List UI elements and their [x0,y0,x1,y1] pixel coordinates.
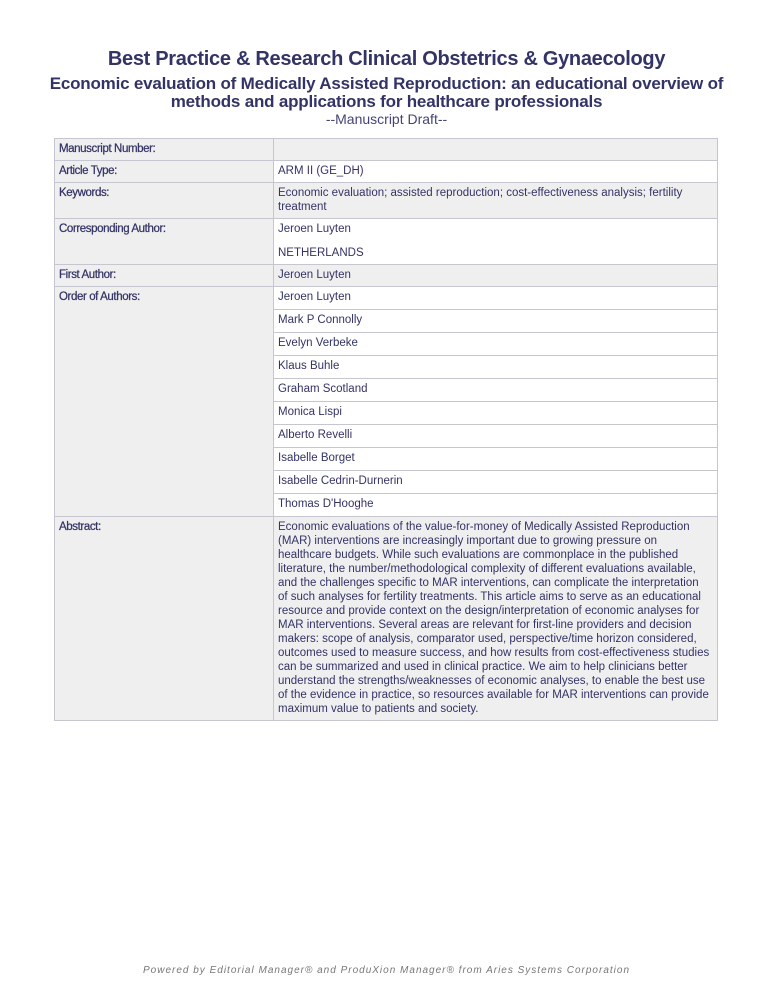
corresponding-author-country: NETHERLANDS [278,247,364,259]
value-article-type: ARM II (GE_DH) [274,161,718,183]
row-abstract [55,517,718,721]
author-item: Klaus Buhle [274,356,718,379]
label-manuscript-number: Manuscript Number: [55,139,274,161]
document-header [0,47,773,127]
row-corresponding-author [55,219,718,265]
row-manuscript-number [55,139,718,161]
label-order-of-authors: Order of Authors: [55,287,274,517]
author-item: Isabelle Cedrin-Durnerin [274,471,718,494]
label-abstract: Abstract: [55,517,274,721]
row-article-type [55,161,718,183]
manuscript-title: Economic evaluation of Medically Assisted Reproduction: an educational overview of methods and applications for healthcare professionals [49,74,724,111]
author-item: Monica Lispi [274,402,718,425]
row-first-author [55,265,718,287]
author-item: Mark P Connolly [274,310,718,333]
label-article-type: Article Type: [55,161,274,183]
author-item: Alberto Revelli [274,425,718,448]
footer-powered-by: Powered by Editorial Manager® and ProduXion Manager® from Aries Systems Corporation [143,965,630,976]
author-item: Evelyn Verbeke [274,333,718,356]
manuscript-metadata-table [54,138,718,721]
label-corresponding-author: Corresponding Author: [55,219,274,265]
value-keywords: Economic evaluation; assisted reproduction; cost-effectiveness analysis; fertility treatment [274,183,718,219]
corresponding-author-name: Jeroen Luyten [278,223,351,235]
value-first-author: Jeroen Luyten [274,265,718,287]
author-item: Graham Scotland [274,379,718,402]
draft-label: --Manuscript Draft-- [325,111,448,127]
row-order-of-authors [55,287,718,310]
row-keywords [55,183,718,219]
value-abstract: Economic evaluations of the value-for-money of Medically Assisted Reproduction (MAR) interventions are increasingly important due to growing pressure on healthcare budgets. While such evaluations are commonplace in the published literature, the number/methodological complexity of different evaluations available, and the challenges specific to MAR interventions, can complicate the interpretation of such analyses for fertility treatments. This article aims to serve as an educational resource and provide context on the design/interpretation of economic analyses for MAR interventions. Several areas are relevant for first-line providers and decision makers: scope of analysis, comparator used, perspective/time horizon considered, outcomes used to measure success, and how results from cost-effectiveness studies can be summarized and used in clinical practice. We aim to help clinicians better understand the strengths/weaknesses of economic analyses, to enable the best use of the evidence in practice, so resources available for MAR interventions can provide maximum value to patients and society. [274,517,718,721]
author-item: Thomas D'Hooghe [274,494,718,517]
value-corresponding-author [274,219,718,265]
label-first-author: First Author: [55,265,274,287]
value-manuscript-number [274,139,718,161]
author-item: Jeroen Luyten [274,287,718,310]
journal-title: Best Practice & Research Clinical Obstetrics & Gynaecology [107,48,666,70]
author-item: Isabelle Borget [274,448,718,471]
label-keywords: Keywords: [55,183,274,219]
